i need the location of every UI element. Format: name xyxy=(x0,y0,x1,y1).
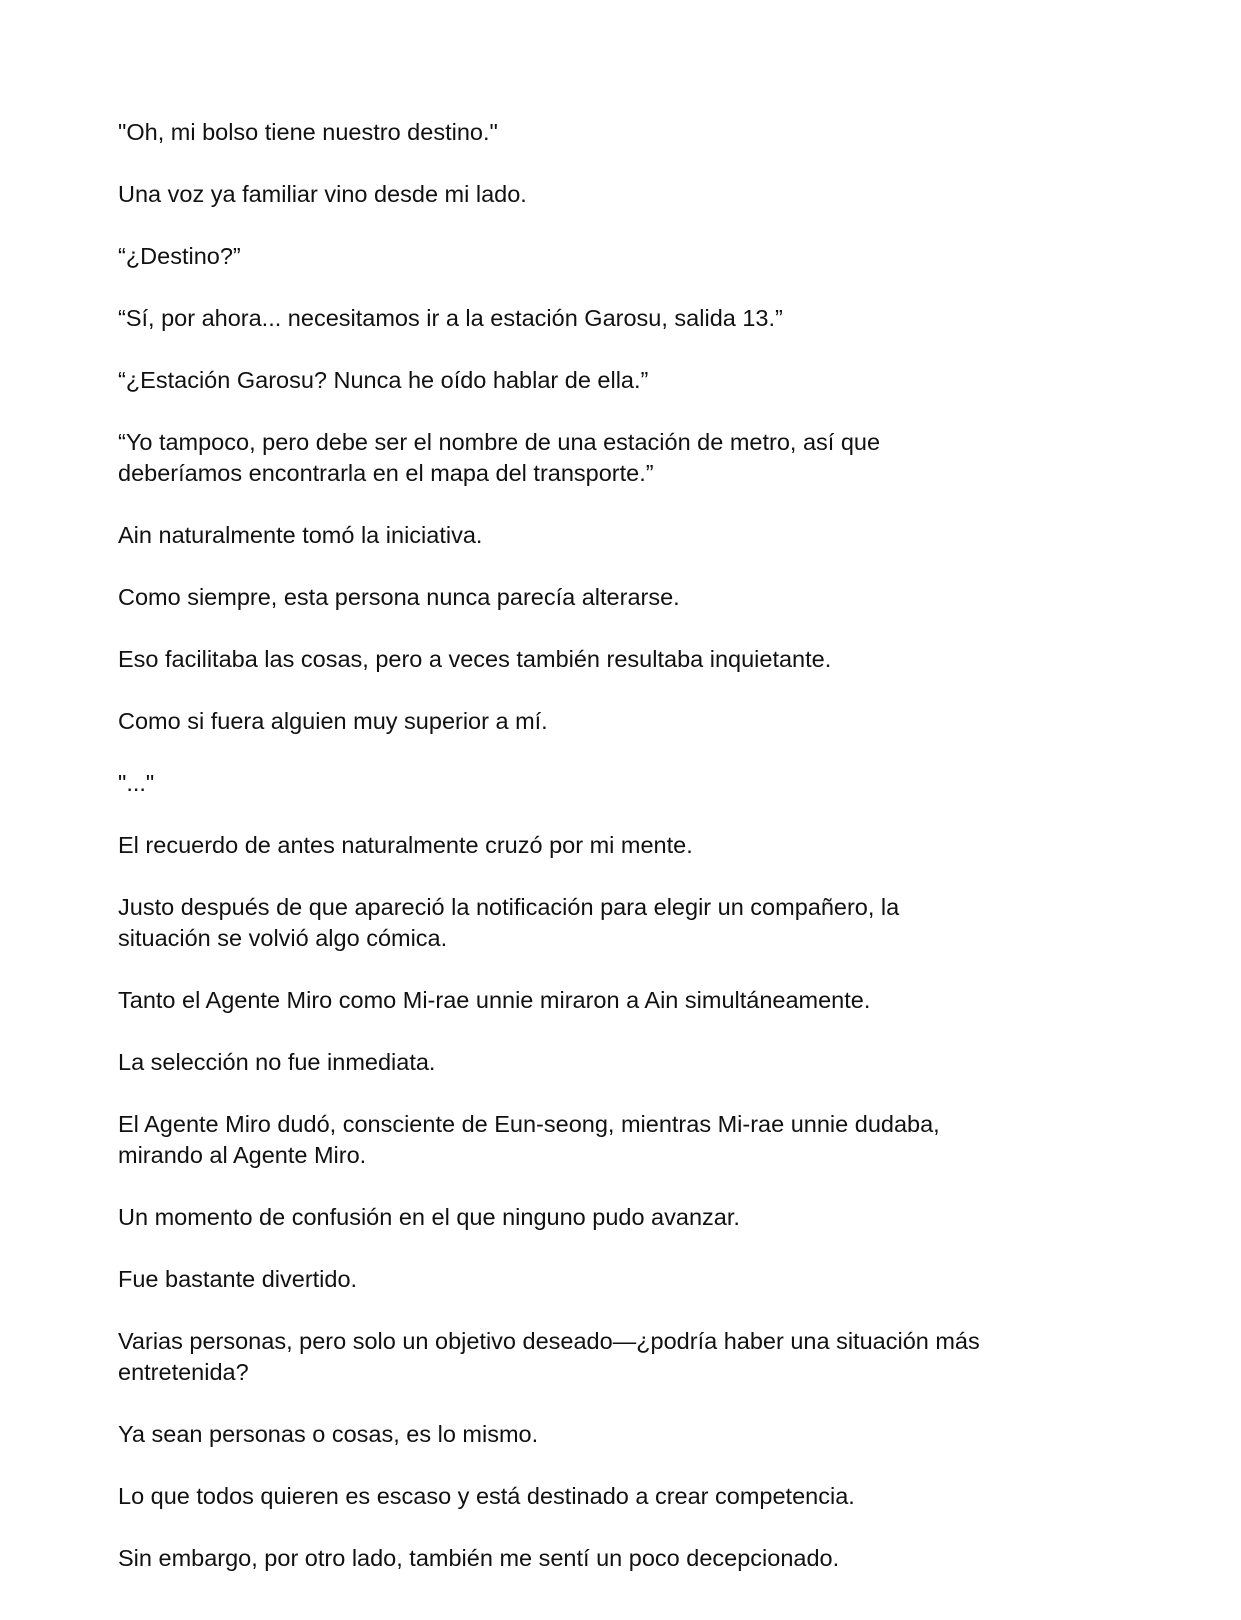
paragraph-5: “¿Estación Garosu? Nunca he oído hablar de ella.” xyxy=(118,367,649,393)
paragraph-15: La selección no fue inmediata. xyxy=(118,1049,436,1075)
paragraph-13: Justo después de que apareció la notificación para elegir un compañero, la situación se volvió algo cómica. xyxy=(118,894,900,951)
paragraph-22: Sin embargo, por otro lado, también me sentí un poco decepcionado. xyxy=(118,1545,840,1571)
paragraph-21: Lo que todos quieren es escaso y está destinado a crear competencia. xyxy=(118,1483,855,1509)
paragraph-6: “Yo tampoco, pero debe ser el nombre de una estación de metro, así que deberíamos encontrarla en el mapa del transporte.” xyxy=(118,429,881,486)
paragraph-14: Tanto el Agente Miro como Mi-rae unnie miraron a Ain simultáneamente. xyxy=(118,987,871,1013)
paragraph-10: Como si fuera alguien muy superior a mí. xyxy=(118,708,548,734)
paragraph-17: Un momento de confusión en el que ninguno pudo avanzar. xyxy=(118,1204,740,1230)
paragraph-11: "..." xyxy=(118,770,155,796)
paragraph-16: El Agente Miro dudó, consciente de Eun-seong, mientras Mi-rae unnie dudaba, mirando al Agente Miro. xyxy=(118,1111,940,1168)
document-page xyxy=(118,117,1138,1605)
paragraph-3: “¿Destino?” xyxy=(118,243,241,269)
paragraph-19: Varias personas, pero solo un objetivo deseado—¿podría haber una situación más entretenida? xyxy=(118,1328,980,1385)
paragraph-4: “Sí, por ahora... necesitamos ir a la estación Garosu, salida 13.” xyxy=(118,305,783,331)
paragraph-20: Ya sean personas o cosas, es lo mismo. xyxy=(118,1421,539,1447)
paragraph-8: Como siempre, esta persona nunca parecía alterarse. xyxy=(118,584,680,610)
paragraph-18: Fue bastante divertido. xyxy=(118,1266,358,1292)
paragraph-1: "Oh, mi bolso tiene nuestro destino." xyxy=(118,119,498,145)
paragraph-9: Eso facilitaba las cosas, pero a veces también resultaba inquietante. xyxy=(118,646,832,672)
paragraph-12: El recuerdo de antes naturalmente cruzó por mi mente. xyxy=(118,832,693,858)
paragraph-2: Una voz ya familiar vino desde mi lado. xyxy=(118,181,527,207)
paragraph-7: Ain naturalmente tomó la iniciativa. xyxy=(118,522,483,548)
